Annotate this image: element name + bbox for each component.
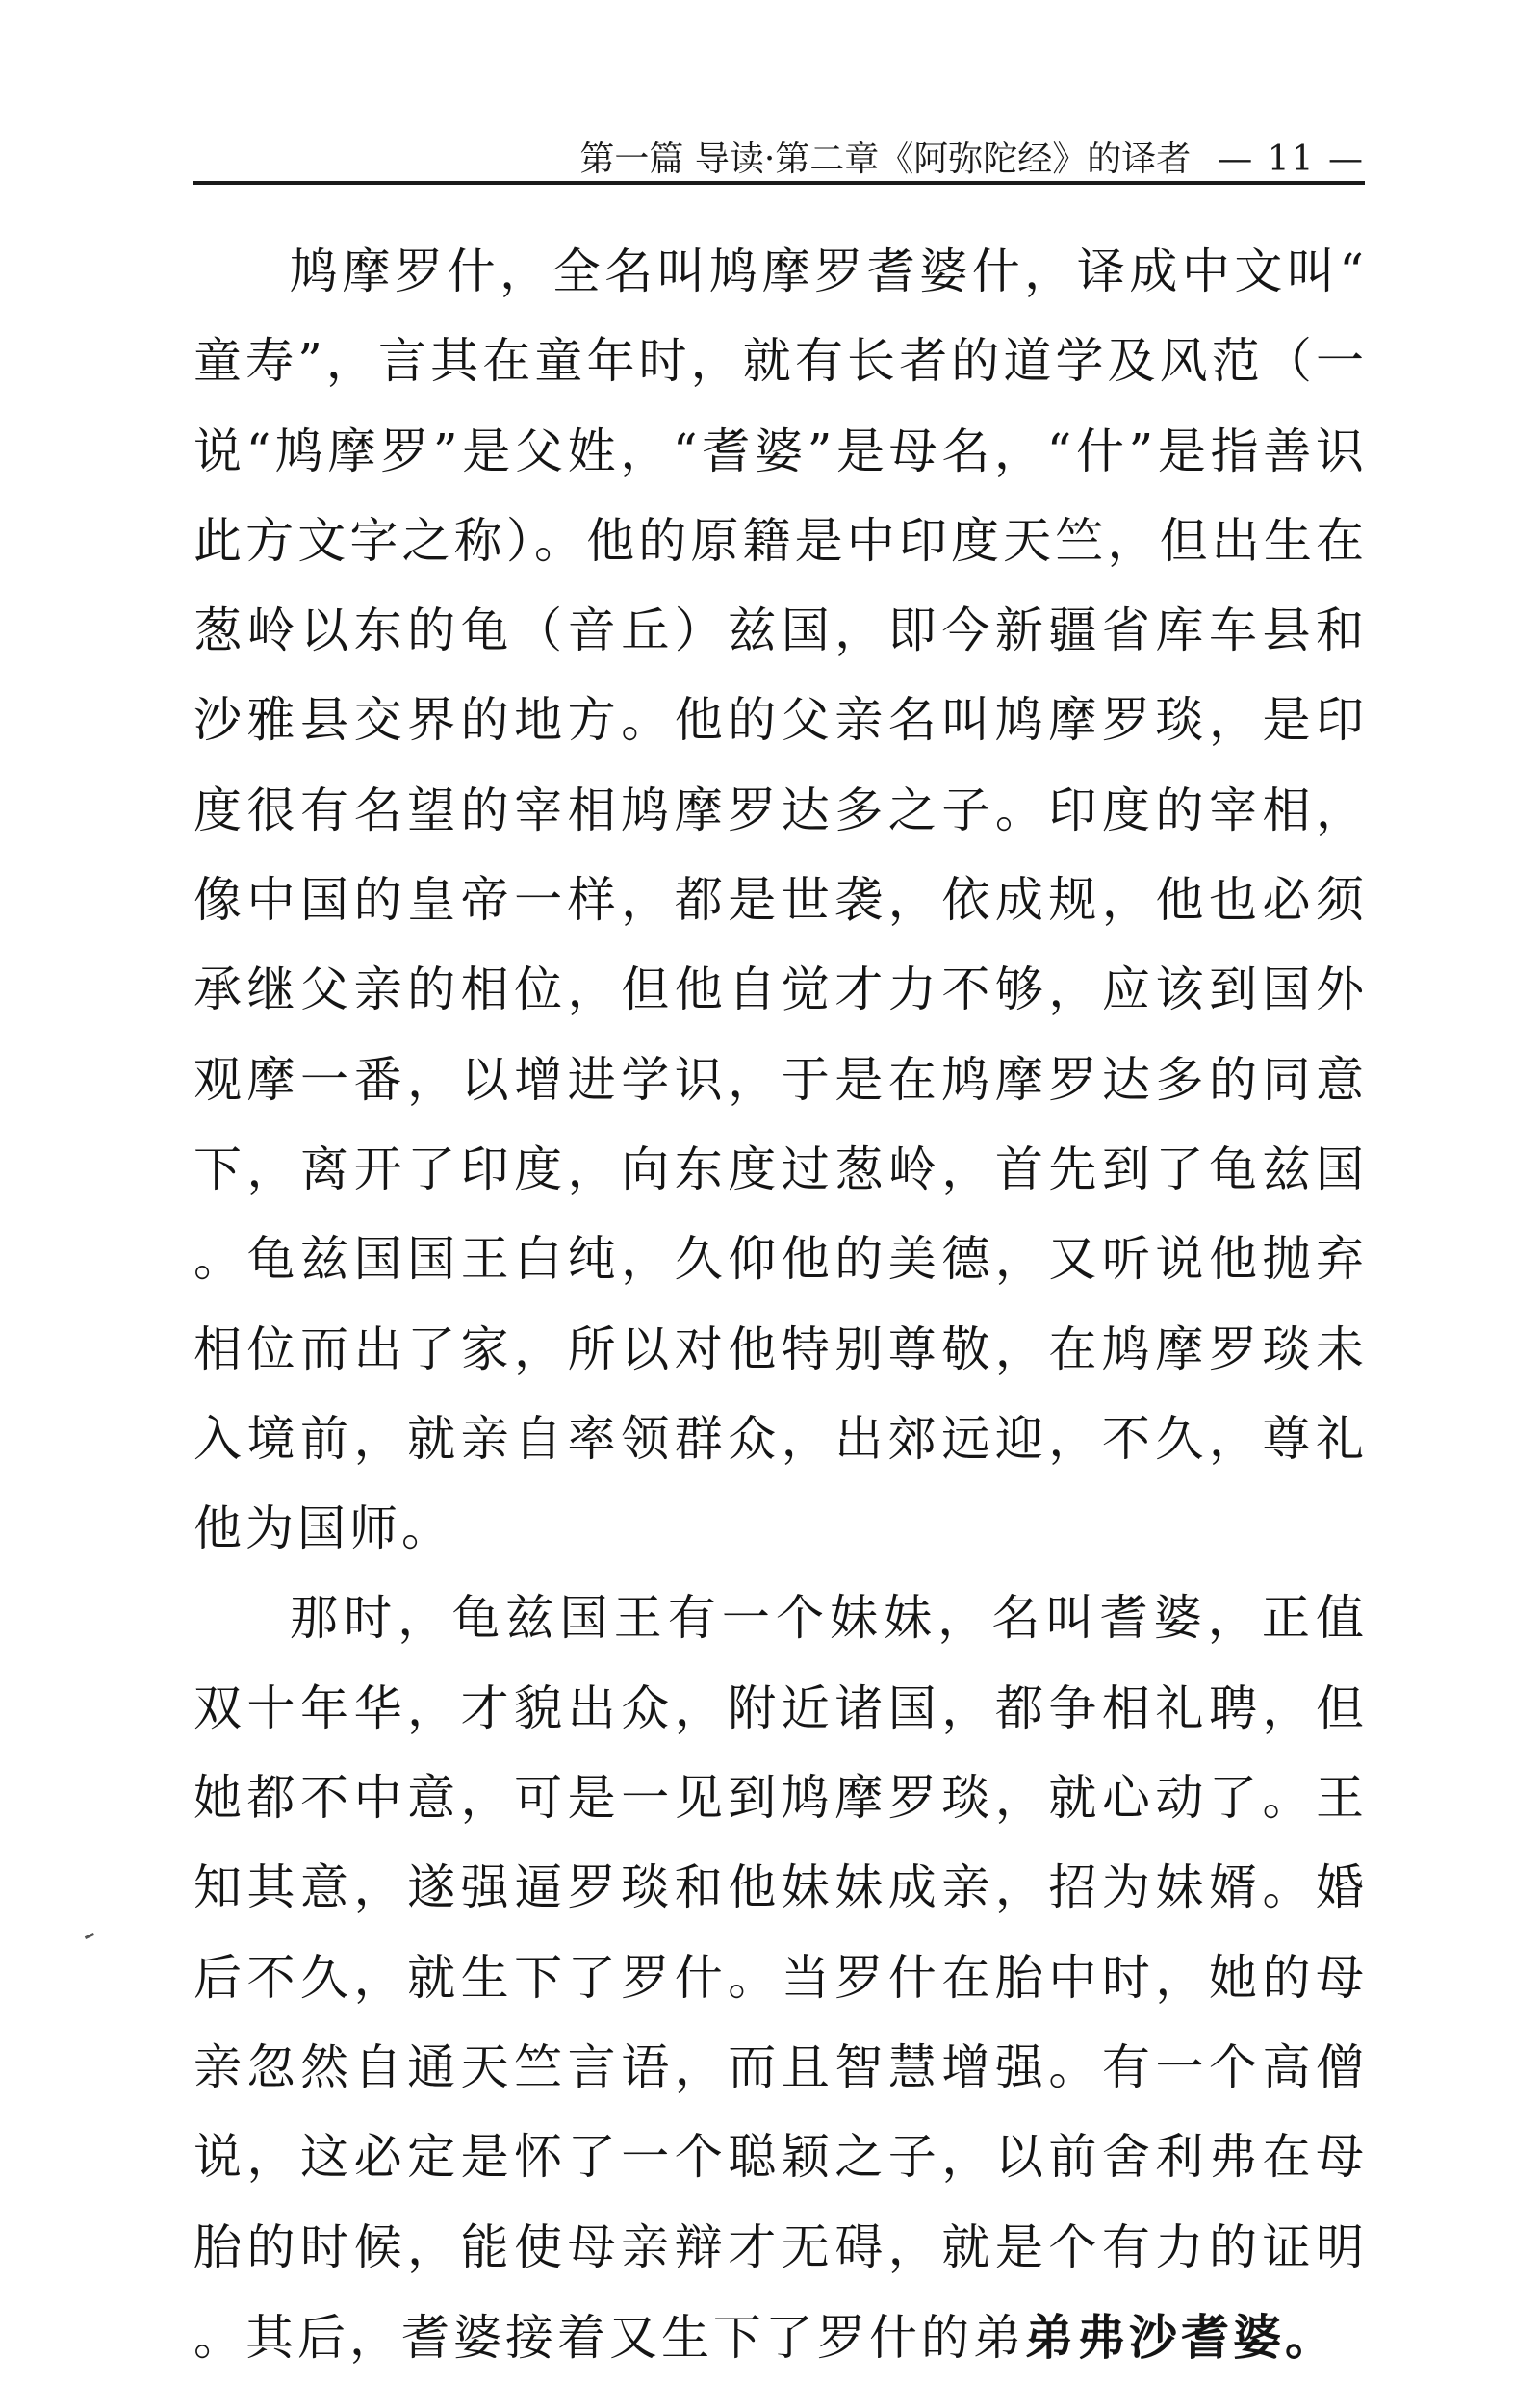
paragraph-2-emphasis: 弟弗沙耆婆。 [1025, 2308, 1337, 2366]
running-header [192, 133, 1365, 181]
scan-speck [85, 1933, 94, 1939]
body-text [193, 227, 1368, 2383]
paragraph-2-text: 那时，龟兹国王有一个妹妹，名叫耆婆，正值双十年华，才貌出众，附近诸国，都争相礼聘，但她都不中意，可是一见到鸠摩罗琰，就心动了。王知其意，遂强逼罗琰和他妹妹成亲，招为妹婿。婚后不久，就生下了罗什。当罗什在胎中时，她的母亲忽然自通天竺言语，而且智慧增强。有一个高僧说，这必定是怀了一个聪颖之子，以前舍利弗在母胎的时候，能使母亲辩才无碍，就是个有力的证明。其后，耆婆接着又生下了罗什的弟 [193, 1590, 1368, 2366]
header-rule [192, 181, 1365, 185]
paragraph-1 [193, 227, 1368, 1574]
paragraph-1-text: 鸠摩罗什，全名叫鸠摩罗耆婆什，译成中文叫“童寿”，言其在童年时，就有长者的道学及风范（一说“鸠摩罗”是父姓，“耆婆”是母名，“什”是指善识此方文字之称）。他的原籍是中印度天竺，但出生在葱岭以东的龟（音丘）兹国，即今新疆省库车县和沙雅县交界的地方。他的父亲名叫鸠摩罗琰，是印度很有名望的宰相鸠摩罗达多之子。印度的宰相，像中国的皇帝一样，都是世袭，依成规，他也必须承继父亲的相位，但他自觉才力不够，应该到国外观摩一番，以增进学识，于是在鸠摩罗达多的同意下，离开了印度，向东度过葱岭，首先到了龟兹国。龟兹国国王白纯，久仰他的美德，又听说他抛弃相位而出了家，所以对他特别尊敬，在鸠摩罗琰未入境前，就亲自率领群众，出郊远迎，不久，尊礼他为国师。 [193, 243, 1368, 1557]
header-title: 第一篇 导读·第二章《阿弥陀经》的译者 [579, 140, 1192, 179]
page-number: — 11 — [1218, 140, 1365, 179]
paragraph-2 [193, 1574, 1368, 2383]
